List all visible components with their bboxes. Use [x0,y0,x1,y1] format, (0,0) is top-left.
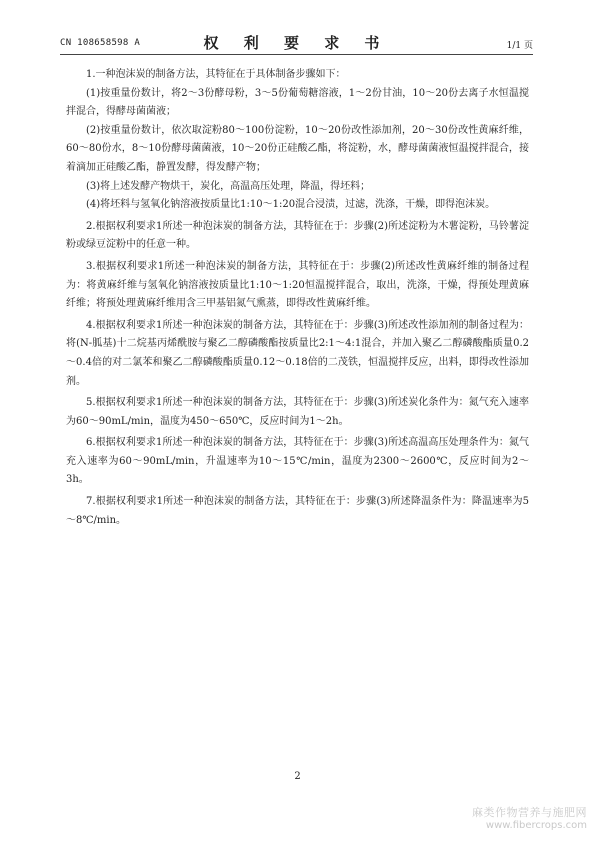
claim-1-step-2: (2)按重量份数计，依次取淀粉80～100份淀粉，10～20份改性添加剂，20～30份改性黄麻纤维，60～80份水，8～10份酵母菌菌液，10～20份正硅酸乙酯，将淀粉，水，酵母菌菌液恒温搅拌混合，接着滴加正硅酸乙酯，静置发酵，得发酵产物； [66,124,529,173]
header-divider [60,54,533,55]
page-header [60,30,533,52]
claim-6: 6.根据权利要求1所述一种泡沫炭的制备方法，其特征在于：步骤(3)所述高温高压处理条件为：氮气充入速率为60～90mL/min，升温速率为10～15℃/min，温度为2300～2600℃，反应时间为2～3h。 [66,437,529,486]
claims-body [66,66,529,530]
watermark-url: www.fibercrops.com [485,820,587,831]
page-number: 2 [294,771,301,782]
claim-7: 7.根据权利要求1所述一种泡沫炭的制备方法，其特征在于：步骤(3)所述降温条件为：降温速率为5～8℃/min。 [66,496,529,526]
claim-3: 3.根据权利要求1所述一种泡沫炭的制备方法，其特征在于：步骤(2)所述改性黄麻纤维的制备过程为：将黄麻纤维与氢氧化钠溶液按质量比1:10～1:20恒温搅拌混合，取出，洗涤，干燥，得预处理黄麻纤维；将预处理黄麻纤维用含三甲基铝氮气熏蒸，即得改性黄麻纤维。 [66,260,529,310]
claim-1-step-3: (3)将上述发酵产物烘干，炭化，高温高压处理，降温，得坯料； [86,180,371,192]
claim-5: 5.根据权利要求1所述一种泡沫炭的制备方法，其特征在于：步骤(3)所述炭化条件为：氮气充入速率为60～90mL/min，温度为450～650℃，反应时间为1～2h。 [66,397,529,427]
document-title: 权 利 要 求 书 [203,34,390,52]
claim-1-step-1: (1)按重量份数计，将2～3份酵母粉，3～5份葡萄糖溶液，1～2份甘油，10～20份去离子水恒温搅拌混合，得酵母菌菌液； [66,87,529,118]
claim-2: 2.根据权利要求1所述一种泡沫炭的制备方法，其特征在于：步骤(2)所述淀粉为木薯淀粉，马铃薯淀粉或绿豆淀粉中的任意一种。 [66,220,529,251]
page-indicator: 1/1 页 [506,41,533,51]
watermark-site-name: 麻类作物营养与施肥网 [472,806,587,819]
site-watermark [472,804,587,831]
claim-1-intro: 1.一种泡沫炭的制备方法，其特征在于具体制备步骤如下： [86,69,346,80]
claim-1-step-4: (4)将坯料与氢氧化钠溶液按质量比1:10～1:20混合浸渍，过滤，洗涤，干燥，即得泡沫炭。 [86,199,496,211]
claim-4: 4.根据权利要求1所述一种泡沫炭的制备方法，其特征在于：步骤(3)所述改性添加剂的制备过程为：将(N-胍基)十二烷基丙烯酰胺与聚乙二醇磷酸酯按质量比2:1～4:1混合，并加入聚乙二醇磷酸酯质量0.2～0.4倍的对二氯苯和聚乙二醇磷酸酯质量0.12～0.18倍的二茂铁，恒温搅拌反应，出料，即得改性添加剂。 [66,319,529,387]
publication-number: CN 108658598 A [60,38,141,48]
